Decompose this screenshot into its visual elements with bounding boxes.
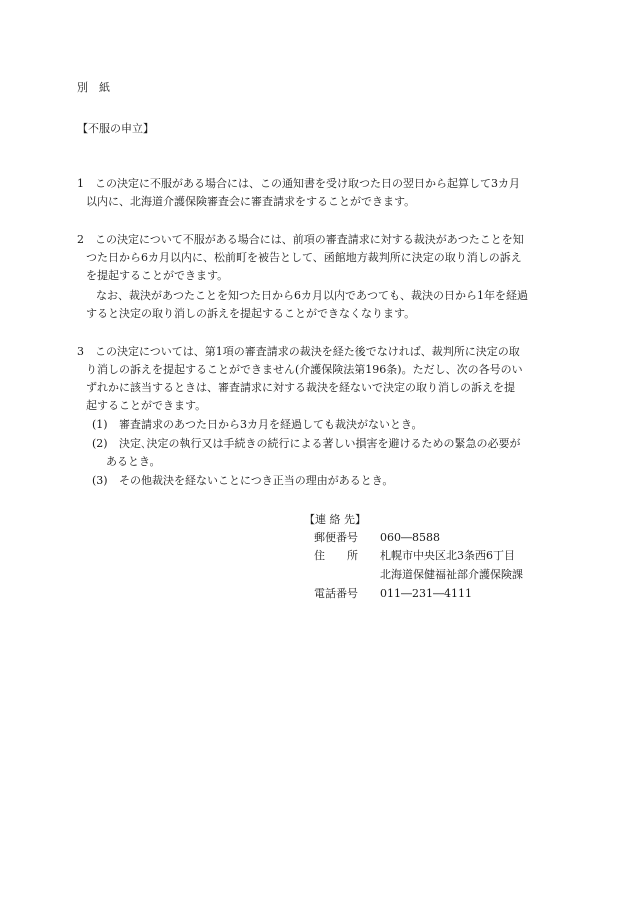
phone-label: 電話番号 [314, 587, 358, 600]
item-3-line-4: 起することができます。 [86, 399, 207, 412]
item-3-line-3: ずれかに該当するときは、審査請求に対する裁決を経ないで決定の取り消しの訴えを提 [86, 381, 515, 394]
subitem-text: 決定､決定の執行又は手続きの続行による著しい損害を避けるための緊急の必要が [119, 437, 521, 450]
subitem-number: (1) [92, 418, 108, 431]
subitem-text: あるとき。 [106, 455, 161, 468]
address-line-2: 北海道保健福祉部介護保険課 [380, 568, 523, 581]
subitem-text: 審査請求のあつた日から3カ月を経過しても裁決がないとき。 [119, 418, 423, 431]
subitem-text: その他裁決を経ないことにつき正当の理由があるとき。 [119, 474, 394, 487]
item-1-line-1: 1 この決定に不服がある場合には、この通知書を受け取つた日の翌日から起算して3カ月 [77, 177, 520, 190]
phone-value: 011―231―4111 [380, 587, 472, 600]
address-label: 住 所 [314, 549, 358, 562]
address-line-1: 札幌市中央区北3条西6丁目 [380, 549, 515, 562]
item-2-line-1: 2 この決定について不服がある場合には、前項の審査請求に対する裁決があつたことを知 [77, 233, 524, 246]
subitem-number: (2) [92, 437, 108, 450]
item-2-line-3: を提起することができます。 [86, 269, 229, 282]
item-1-line-2: 以内に、北海道介護保険審査会に審査請求をすることができます。 [86, 195, 416, 208]
attachment-label: 別 紙 [77, 81, 110, 94]
section-title: 【不服の申立】 [77, 122, 154, 135]
item-3-line-1: 3 この決定については、第1項の審査請求の裁決を経た後でなければ、裁判所に決定の取 [77, 345, 520, 358]
item-2-line-2: つた日から6カ月以内に、松前町を被告として、函館地方裁判所に決定の取り消しの訴え [86, 251, 522, 264]
item-3-line-2: り消しの訴えを提起することができません(介護保険法第196条)。ただし、次の各号のい [86, 363, 523, 376]
postal-value: 060―8588 [380, 531, 440, 544]
item-2-line-4: なお、裁決があつたことを知つた日から6カ月以内であつても、裁決の日から1年を経過 [96, 289, 528, 302]
postal-label: 郵便番号 [314, 531, 358, 544]
subitem-number: (3) [92, 474, 108, 487]
item-2-line-5: すると決定の取り消しの訴えを提起することができなくなります。 [86, 307, 416, 320]
contact-heading: 【連 絡 先】 [304, 513, 366, 526]
